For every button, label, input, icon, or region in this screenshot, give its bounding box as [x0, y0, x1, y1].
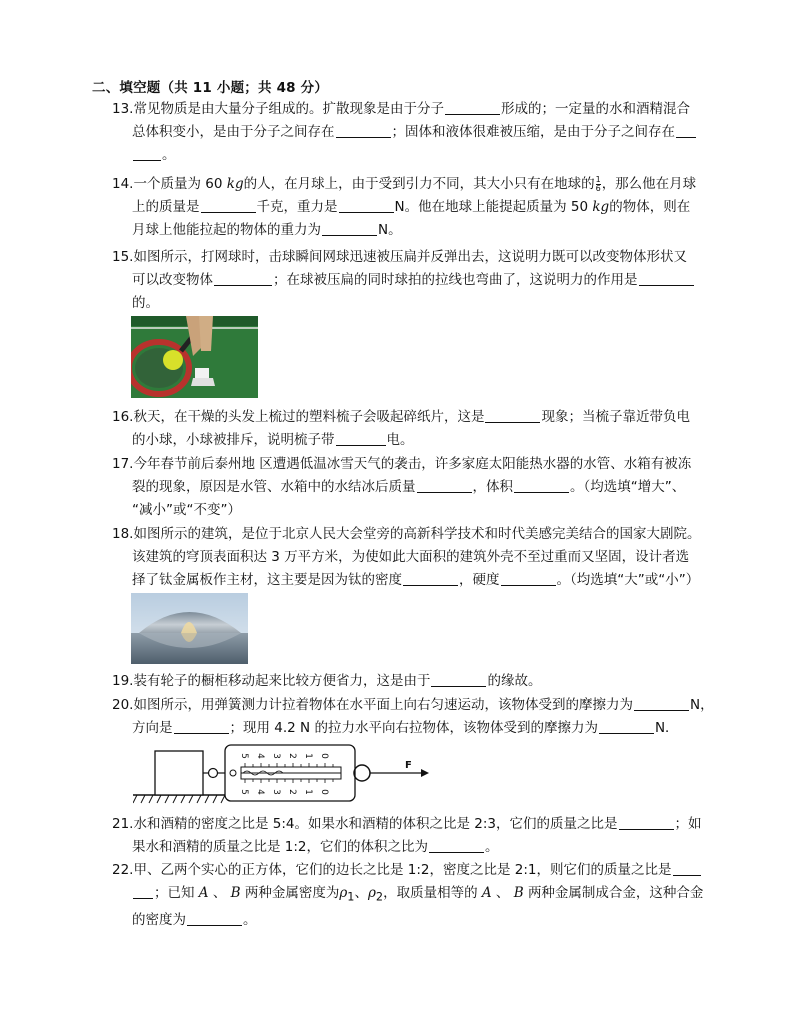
- scale-top-label-5: 5: [239, 753, 249, 759]
- q20-text: 如图所示，用弹簧测力计拉着物体在水平面上向右匀速运动，该物体受到的摩擦力为: [133, 697, 633, 713]
- q22-text: 两种金属密度为: [244, 885, 340, 901]
- tennis-photo: [131, 316, 258, 398]
- q13-text: 常见物质是由大量分子组成的。扩散现象是由于分子: [133, 101, 444, 117]
- q18-text: 。（均选填“大”或“小”）: [556, 572, 700, 588]
- q15-blank-2[interactable]: [639, 270, 694, 286]
- q14-text: 上的质量是: [132, 199, 200, 215]
- q22-blank-1-cont[interactable]: [133, 883, 153, 899]
- q22-text: 。: [243, 911, 257, 928]
- q14-blank-2[interactable]: [339, 197, 394, 213]
- q22-blank-2[interactable]: [187, 910, 242, 926]
- q13-text: ；固体和液体很难被压缩，是由于分子之间存在: [391, 124, 675, 140]
- q22-blank-1[interactable]: [673, 860, 701, 876]
- scale-bottom-label-3: 3: [271, 789, 281, 795]
- q22-text: 、: [495, 885, 510, 901]
- q19-blank-1[interactable]: [431, 671, 486, 687]
- q14-text: N。他在地球上能提起质量为 50: [394, 199, 589, 215]
- question-22: [112, 859, 752, 932]
- question-13: [112, 98, 752, 167]
- question-18: [112, 523, 752, 592]
- q15-number: 15.: [112, 249, 134, 265]
- q14-blank-3[interactable]: [322, 220, 377, 236]
- q14-fraction: $\frac{1}{6}$: [595, 174, 601, 193]
- q17-text: 裂的现象，原因是水管、水箱中的水结冰后质量: [132, 479, 416, 495]
- scale-bottom-label-2: 2: [287, 789, 297, 795]
- q22-var-a: A: [198, 885, 209, 901]
- q22-text: 两种金属制成合金，这种合金: [527, 885, 704, 901]
- q19-text: 装有轮子的橱柜移动起来比较方便省力，这是由于: [133, 673, 431, 689]
- q14-unit: kg: [592, 199, 610, 215]
- scale-top-label-1: 1: [303, 753, 313, 759]
- q21-text: 。: [485, 839, 499, 855]
- q22-text: ，取质量相等的: [383, 885, 478, 901]
- national-theater-photo: [131, 593, 248, 664]
- q19-text: 的缘故。: [487, 673, 542, 689]
- question-16: [112, 406, 752, 452]
- q18-text: 如图所示的建筑，是位于北京人民大会堂旁的高新科学技术和时代美感完美结合的国家大剧院。: [133, 526, 701, 542]
- q17-text: ，体积: [472, 479, 513, 495]
- q22-sub2: 2: [375, 890, 384, 904]
- q14-text: ，那么他在月球: [601, 176, 697, 192]
- q16-blank-2[interactable]: [336, 430, 386, 446]
- q20-blank-1[interactable]: [634, 695, 689, 711]
- q20-text: 方向是: [132, 720, 173, 736]
- scale-top-label-0: 0: [319, 753, 329, 759]
- q16-text: 秋天，在干燥的头发上梳过的塑料梳子会吸起碎纸片，这是: [133, 409, 485, 425]
- q22-var-a: A: [481, 885, 492, 901]
- q17-blank-1[interactable]: [417, 477, 472, 493]
- section-title: 二、填空题（共 11 小题；共 48 分）: [92, 80, 329, 96]
- question-17: [112, 453, 752, 522]
- q22-text: ；已知: [154, 885, 195, 901]
- q13-blank-1[interactable]: [445, 99, 500, 115]
- q17-number: 17.: [112, 456, 134, 472]
- q19-number: 19.: [112, 673, 134, 689]
- q14-text: 一个质量为 60: [133, 176, 223, 192]
- q21-blank-2[interactable]: [429, 837, 484, 853]
- q21-number: 21.: [112, 816, 134, 832]
- q21-blank-1[interactable]: [619, 814, 674, 830]
- q21-text: 水和酒精的密度之比是 5:4。如果水和酒精的体积之比是 2:3，它们的质量之比是: [133, 816, 618, 832]
- q13-blank-2[interactable]: [336, 122, 391, 138]
- q22-rho2: ρ: [367, 885, 376, 901]
- q17-text: “减小”或“不变”）: [132, 502, 241, 518]
- q17-blank-2[interactable]: [514, 477, 569, 493]
- q13-blank-3-cont[interactable]: [133, 145, 161, 161]
- question-14: [112, 173, 752, 242]
- q14-text: 月球上他能拉起的物体的重力为: [132, 222, 321, 238]
- q20-blank-2[interactable]: [174, 718, 229, 734]
- q15-text: ；在球被压扁的同时球拍的拉线也弯曲了，这说明力的作用是: [273, 272, 638, 288]
- q13-number: 13.: [112, 101, 134, 117]
- question-15: [112, 246, 752, 315]
- q13-blank-3[interactable]: [676, 122, 696, 138]
- scale-bottom-label-1: 1: [303, 789, 313, 795]
- q20-text: ；现用 4.2 N 的拉力水平向右拉物体，该物体受到的摩擦力为: [229, 720, 598, 736]
- question-20: [112, 694, 752, 740]
- q14-text: 千克，重力是: [256, 199, 338, 215]
- q14-text: 的物体，则在: [609, 199, 691, 215]
- q15-text: 可以改变物体: [132, 272, 213, 288]
- q22-text: 、: [212, 885, 227, 901]
- q21-text: 果水和酒精的质量之比是 1:2，它们的体积之比为: [132, 839, 429, 855]
- q20-text: N．: [654, 720, 679, 736]
- q22-number: 22.: [112, 862, 134, 878]
- q16-text: 现象；当梳子靠近带负电: [541, 409, 690, 425]
- q20-blank-3[interactable]: [599, 718, 654, 734]
- q14-blank-1[interactable]: [201, 197, 256, 213]
- q22-sub1: 1: [347, 890, 355, 904]
- q16-text: 电。: [386, 432, 414, 448]
- q22-text: 的密度为: [132, 911, 186, 928]
- q16-number: 16.: [112, 409, 134, 425]
- spring-scale-diagram: [133, 741, 433, 805]
- q18-blank-1[interactable]: [403, 570, 458, 586]
- force-label: F: [405, 760, 412, 771]
- q21-text: ；如: [674, 816, 702, 832]
- q18-text: 该建筑的穹顶表面积达 3 万平方米，为使如此大面积的建筑外壳不至过重而又坚固，设计者选: [132, 549, 690, 565]
- q16-blank-1[interactable]: [485, 407, 540, 423]
- q14-unit: kg: [226, 176, 244, 192]
- q14-text: 的人，在月球上，由于受到引力不同，其大小只有在地球的: [243, 176, 595, 192]
- q18-text: ，硬度: [459, 572, 500, 588]
- scale-top-label-2: 2: [287, 753, 297, 759]
- q15-text: 如图所示，打网球时，击球瞬间网球迅速被压扁并反弹出去，这说明力既可以改变物体形状又: [133, 249, 687, 265]
- q18-blank-2[interactable]: [501, 570, 556, 586]
- question-21: [112, 813, 752, 859]
- q22-var-b: B: [230, 885, 241, 901]
- q15-blank-1[interactable]: [214, 270, 272, 286]
- q22-var-b: B: [513, 885, 524, 901]
- q22-text: 、: [354, 885, 368, 901]
- q22-text: 甲、乙两个实心的正方体，它们的边长之比是 1:2，密度之比是 2:1，则它们的质量之比是: [133, 862, 672, 878]
- q14-text: N。: [378, 222, 402, 238]
- q13-text: 形成的；一定量的水和酒精混合: [500, 101, 690, 117]
- scale-top-label-3: 3: [271, 753, 281, 759]
- scale-top-label-4: 4: [255, 753, 265, 759]
- scale-bottom-label-4: 4: [255, 789, 265, 795]
- scale-bottom-label-5: 5: [239, 789, 249, 795]
- q22-rho1: ρ: [339, 885, 348, 901]
- q18-text: 择了钛金属板作主材，这主要是因为钛的密度: [132, 572, 402, 588]
- question-19: [112, 670, 752, 693]
- q20-text: N，: [689, 697, 714, 713]
- q13-text: 总体积变小，是由于分子之间存在: [132, 124, 335, 140]
- q20-number: 20.: [112, 697, 134, 713]
- q15-text: 的。: [132, 295, 159, 311]
- q16-text: 的小球，小球被排斥，说明梳子带: [132, 432, 335, 448]
- scale-bottom-label-0: 0: [319, 789, 329, 795]
- q17-text: 。（均选填“增大”、: [570, 479, 686, 495]
- q17-text: 今年春节前后泰州地 区遭遇低温冰雪天气的袭击，许多家庭太阳能热水器的水管、水箱有被冻: [133, 456, 692, 472]
- q14-number: 14.: [112, 176, 134, 192]
- q13-text: 。: [162, 147, 176, 163]
- q18-number: 18.: [112, 526, 134, 542]
